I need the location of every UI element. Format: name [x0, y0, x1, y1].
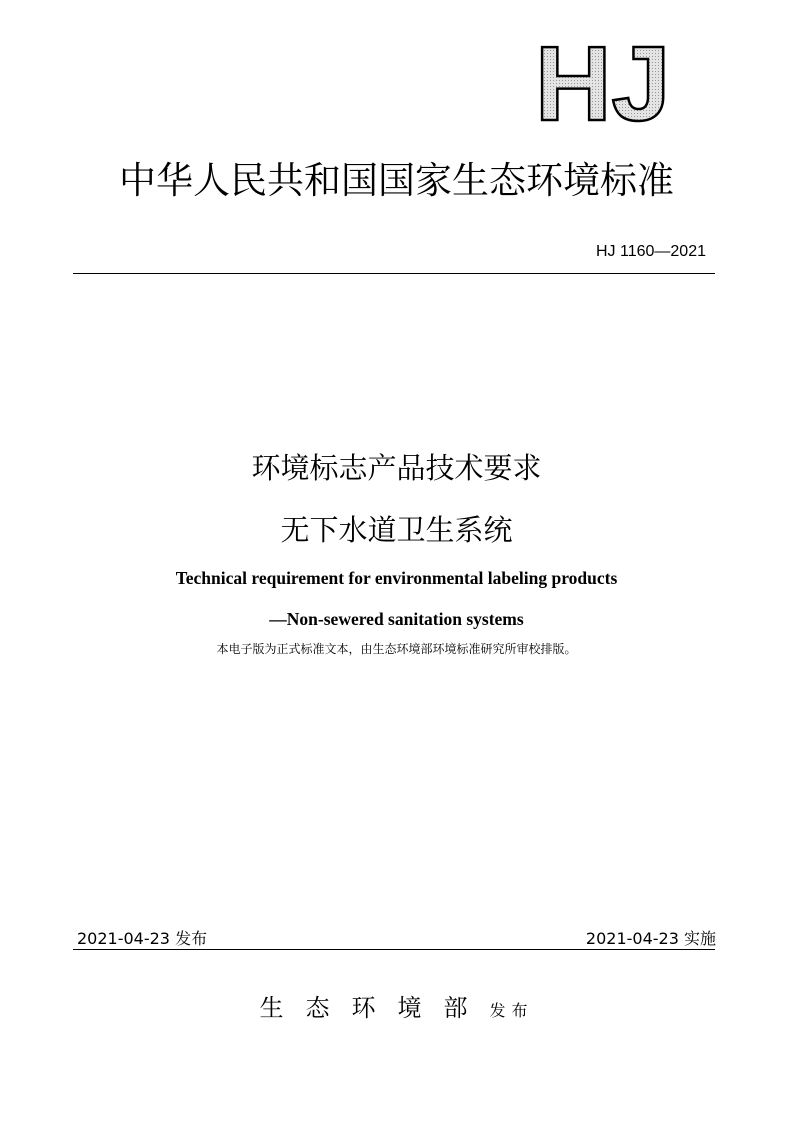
- publisher-name: 生态环境部: [259, 994, 490, 1022]
- title-cn-line1: 环境标志产品技术要求: [251, 451, 542, 485]
- hj-logo: [535, 38, 697, 124]
- title-en-line1: Technical requirement for environmental labeling products: [175, 568, 618, 588]
- footer-divider: [73, 949, 715, 950]
- issue-date: 2021-04-23 发布: [77, 929, 208, 948]
- title-en-line2: —Non-sewered sanitation systems: [269, 609, 524, 629]
- title-cn-line2: 无下水道卫生系统: [280, 513, 513, 547]
- effective-date: 2021-04-23 实施: [585, 929, 716, 948]
- document-number: HJ 1160—2021: [596, 243, 706, 260]
- edition-note: 本电子版为正式标准文本，由生态环境部环境标准研究所审校排版。: [216, 642, 577, 656]
- publish-label: 发布: [489, 1001, 534, 1020]
- svg-text:HJ: HJ: [535, 38, 671, 124]
- publisher-line: [0, 988, 793, 1023]
- standard-category-title: 中华人民共和国国家生态环境标准: [119, 159, 674, 202]
- header-divider: [73, 273, 715, 274]
